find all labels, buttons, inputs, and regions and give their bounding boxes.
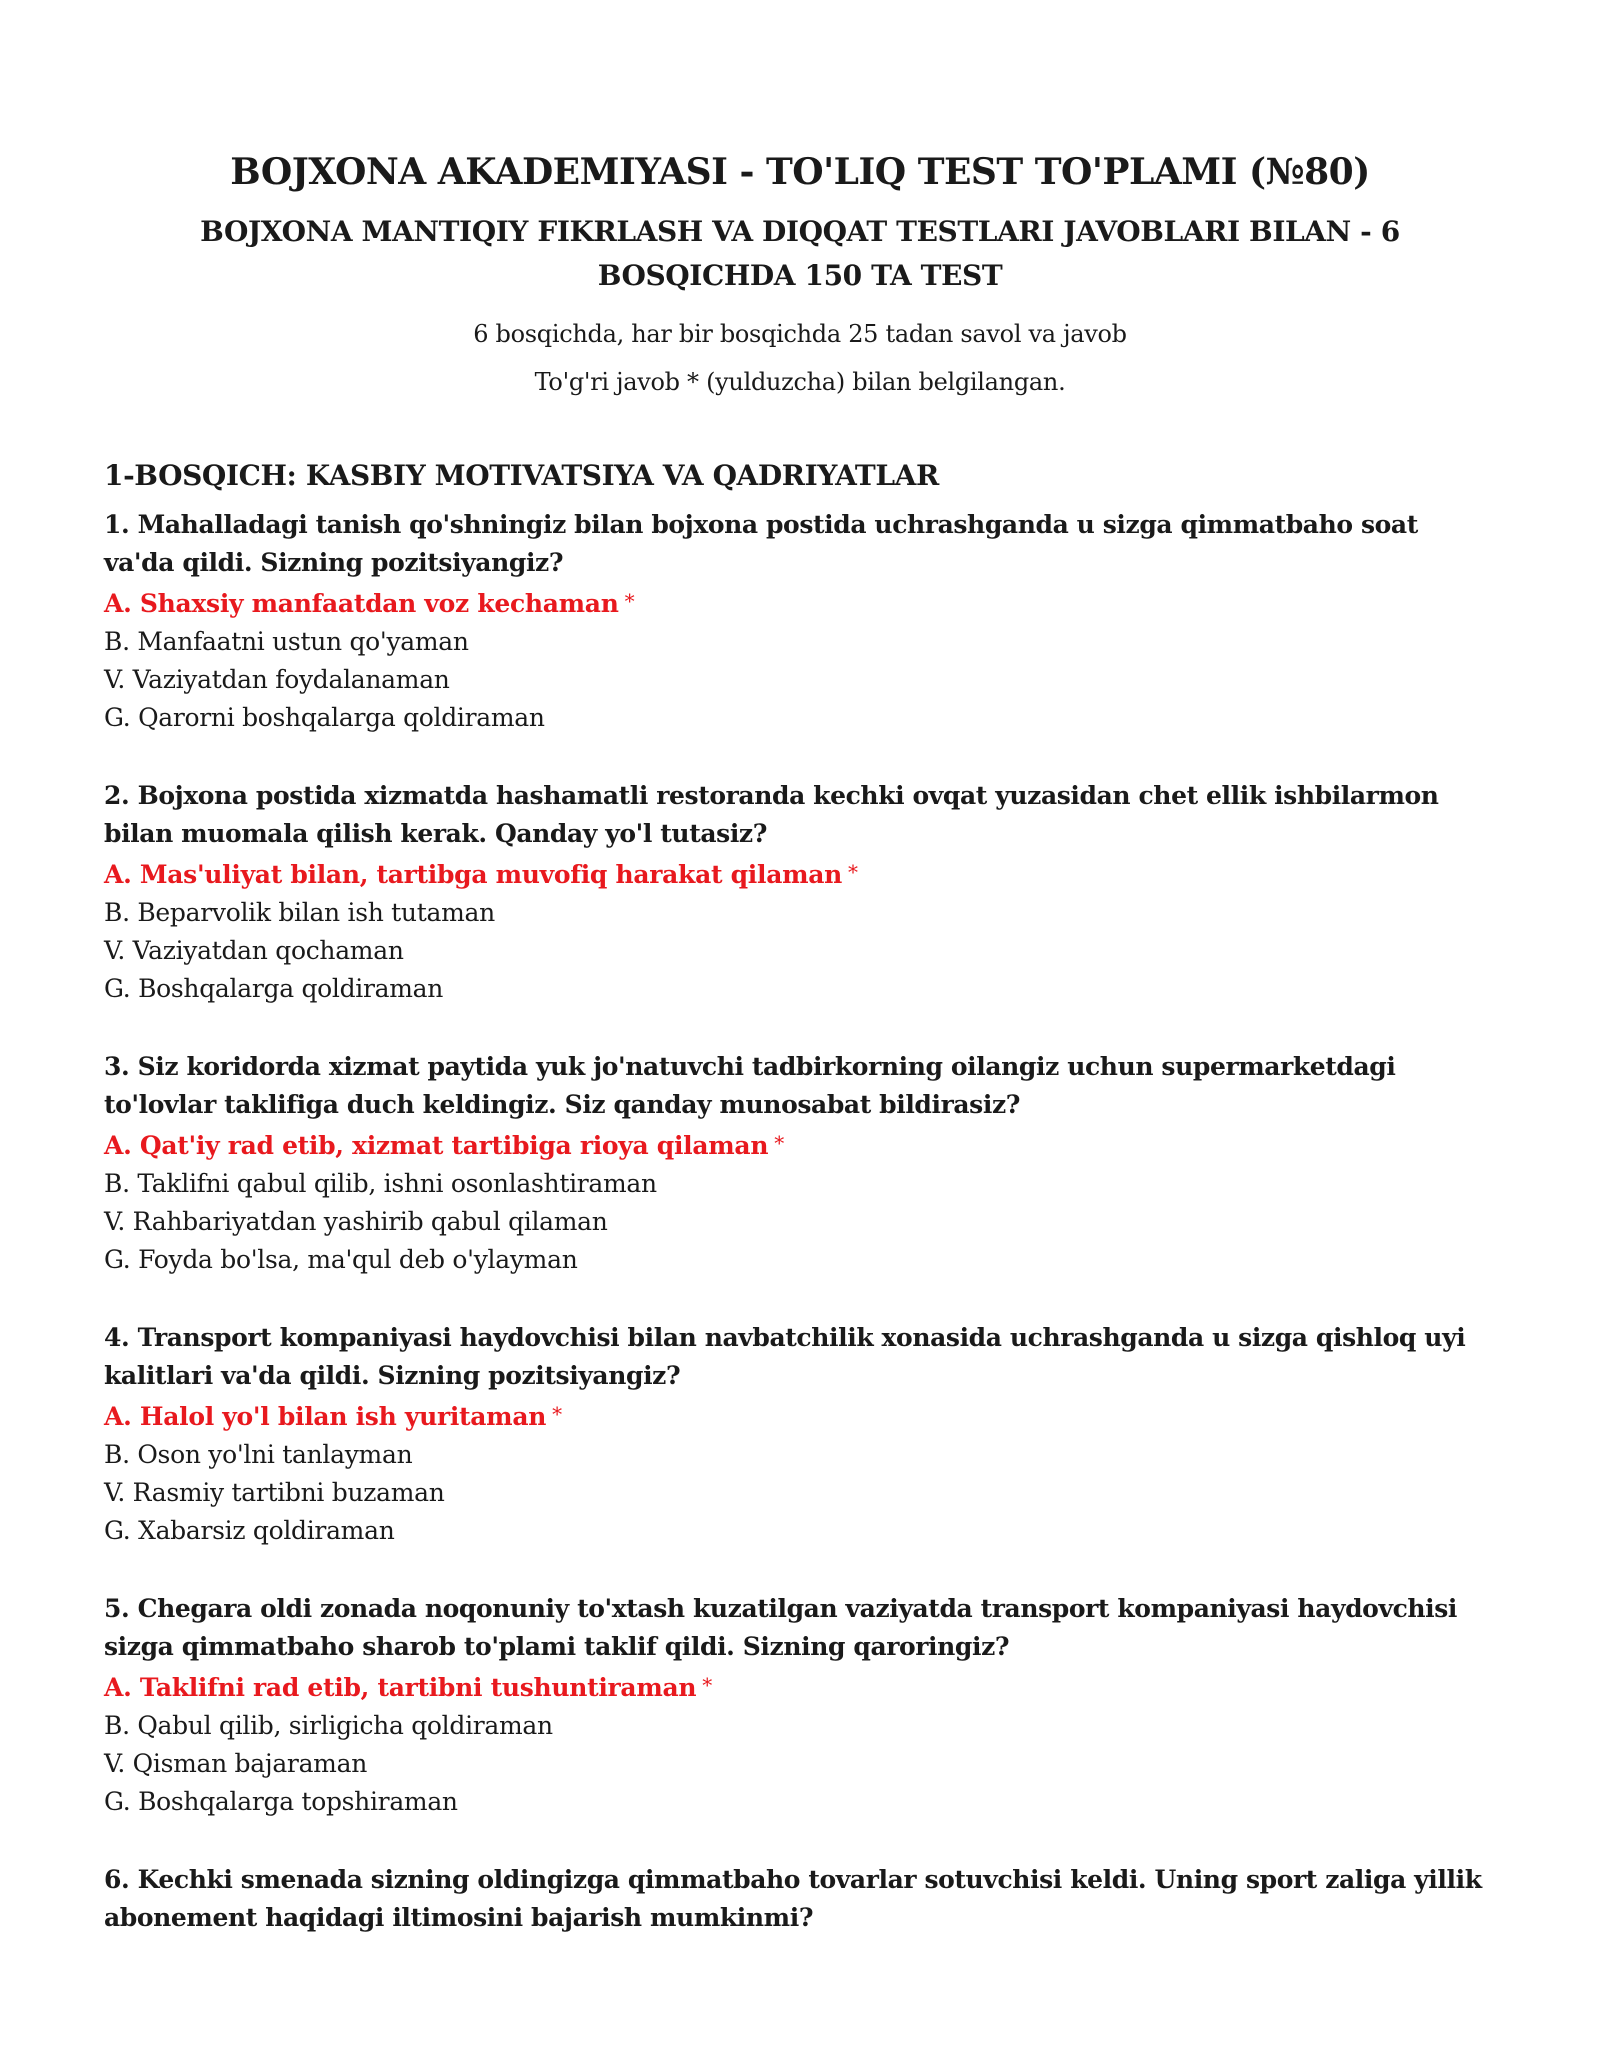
- correct-answer-label: A. Halol yo'l bilan ish yuritaman: [104, 1402, 547, 1431]
- question-text: 1. Mahalladagi tanish qo'shningiz bilan bojxona postida uchrashganda u sizga qimmatbaho soat va'da qildi. Sizning pozitsiyangiz?: [104, 510, 1418, 577]
- answer-option-label: B. Oson yo'lni tanlayman: [104, 1440, 413, 1469]
- question-item: [104, 1590, 1496, 1821]
- correct-answer-label: A. Shaxsiy manfaatdan voz kechaman: [104, 589, 619, 618]
- answer-option-label: V. Rahbariyatdan yashirib qabul qilaman: [104, 1207, 608, 1236]
- question-item: [104, 777, 1496, 1008]
- correct-star-mark: *: [848, 860, 858, 884]
- correct-star-mark: *: [702, 1673, 712, 1697]
- answer-option-label: G. Qarorni boshqalarga qoldiraman: [104, 703, 545, 732]
- question-text: 2. Bojxona postida xizmatda hashamatli restoranda kechki ovqat yuzasidan chet ellik ishbilarmon bilan muomala qilish kerak. Qanday yo'l tutasiz?: [104, 781, 1439, 848]
- answer-option-label: B. Taklifni qabul qilib, ishni osonlashtiraman: [104, 1169, 657, 1198]
- correct-answer-option: [104, 582, 1496, 623]
- question-text: 5. Chegara oldi zonada noqonuniy to'xtash kuzatilgan vaziyatda transport kompaniyasi haydovchisi sizga qimmatbaho sharob to'plami taklif qildi. Sizning qaroringiz?: [104, 1594, 1458, 1661]
- correct-answer-option: [104, 853, 1496, 894]
- answer-option-label: G. Xabarsiz qoldiraman: [104, 1516, 395, 1545]
- correct-answer-option: [104, 1666, 1496, 1707]
- correct-answer-option: [104, 1395, 1496, 1436]
- answer-option-label: V. Vaziyatdan qochaman: [104, 936, 404, 965]
- answer-option: [104, 894, 1496, 932]
- question-text: 6. Kechki smenada sizning oldingizga qimmatbaho tovarlar sotuvchisi keldi. Uning sport zaliga yillik abonement haqidagi iltimosini bajarish mumkinmi?: [104, 1865, 1482, 1932]
- question-item: [104, 1861, 1496, 1937]
- answer-option: [104, 661, 1496, 699]
- answer-option-label: B. Qabul qilib, sirligicha qoldiraman: [104, 1711, 553, 1740]
- question-list: [104, 506, 1496, 1937]
- answer-option-label: V. Rasmiy tartibni buzaman: [104, 1478, 445, 1507]
- answer-option: [104, 1241, 1496, 1279]
- answer-option: [104, 699, 1496, 737]
- answer-option-label: V. Vaziyatdan foydalanaman: [104, 665, 450, 694]
- question-item: [104, 1048, 1496, 1279]
- document-title: BOJXONA AKADEMIYASI - TO'LIQ TEST TO'PLAMI (№80): [230, 151, 1370, 193]
- correct-star-mark: *: [552, 1402, 562, 1426]
- correct-answer-label: A. Taklifni rad etib, tartibni tushuntiraman: [104, 1673, 697, 1702]
- document-note-correct-mark: To'g'ri javob * (yulduzcha) bilan belgilangan.: [534, 368, 1066, 396]
- correct-answer-label: A. Mas'uliyat bilan, tartibga muvofiq harakat qilaman: [104, 860, 843, 889]
- answer-option: [104, 1512, 1496, 1550]
- document-page: [104, 148, 1496, 1977]
- answer-option: [104, 970, 1496, 1008]
- answer-option: [104, 1165, 1496, 1203]
- question-item: [104, 1319, 1496, 1550]
- answer-option: [104, 932, 1496, 970]
- correct-star-mark: *: [624, 589, 635, 613]
- correct-star-mark: *: [774, 1131, 784, 1155]
- answer-option: [104, 1745, 1496, 1783]
- answer-option: [104, 1436, 1496, 1474]
- answer-option: [104, 1474, 1496, 1512]
- question-text: 4. Transport kompaniyasi haydovchisi bilan navbatchilik xonasida uchrashganda u sizga qishloq uyi kalitlari va'da qildi. Sizning pozitsiyangiz?: [104, 1323, 1466, 1390]
- answer-option: [104, 1783, 1496, 1821]
- question-item: [104, 506, 1496, 737]
- question-text: 3. Siz koridorda xizmat paytida yuk jo'natuvchi tadbirkorning oilangiz uchun supermarketdagi to'lovlar taklifiga duch keldingiz. Siz qanday munosabat bildirasiz?: [104, 1052, 1396, 1119]
- answer-option-label: B. Manfaatni ustun qo'yaman: [104, 627, 469, 656]
- answer-option-label: G. Foyda bo'lsa, ma'qul deb o'ylayman: [104, 1245, 578, 1274]
- correct-answer-label: A. Qat'iy rad etib, xizmat tartibiga rioya qilaman: [104, 1131, 769, 1160]
- answer-option-label: G. Boshqalarga qoldiraman: [104, 974, 444, 1003]
- document-note-stages: 6 bosqichda, har bir bosqichda 25 tadan savol va javob: [473, 320, 1127, 348]
- answer-option: [104, 1707, 1496, 1745]
- answer-option-label: G. Boshqalarga topshiraman: [104, 1787, 458, 1816]
- section-heading: 1-BOSQICH: KASBIY MOTIVATSIYA VA QADRIYATLAR: [104, 459, 939, 492]
- correct-answer-option: [104, 1124, 1496, 1165]
- answer-option-label: B. Beparvolik bilan ish tutaman: [104, 898, 495, 927]
- answer-option-label: V. Qisman bajaraman: [104, 1749, 367, 1778]
- document-subtitle: BOJXONA MANTIQIY FIKRLASH VA DIQQAT TESTLARI JAVOBLARI BILAN - 6 BOSQICHDA 150 TA TEST: [200, 215, 1400, 292]
- answer-option: [104, 623, 1496, 661]
- answer-option: [104, 1203, 1496, 1241]
